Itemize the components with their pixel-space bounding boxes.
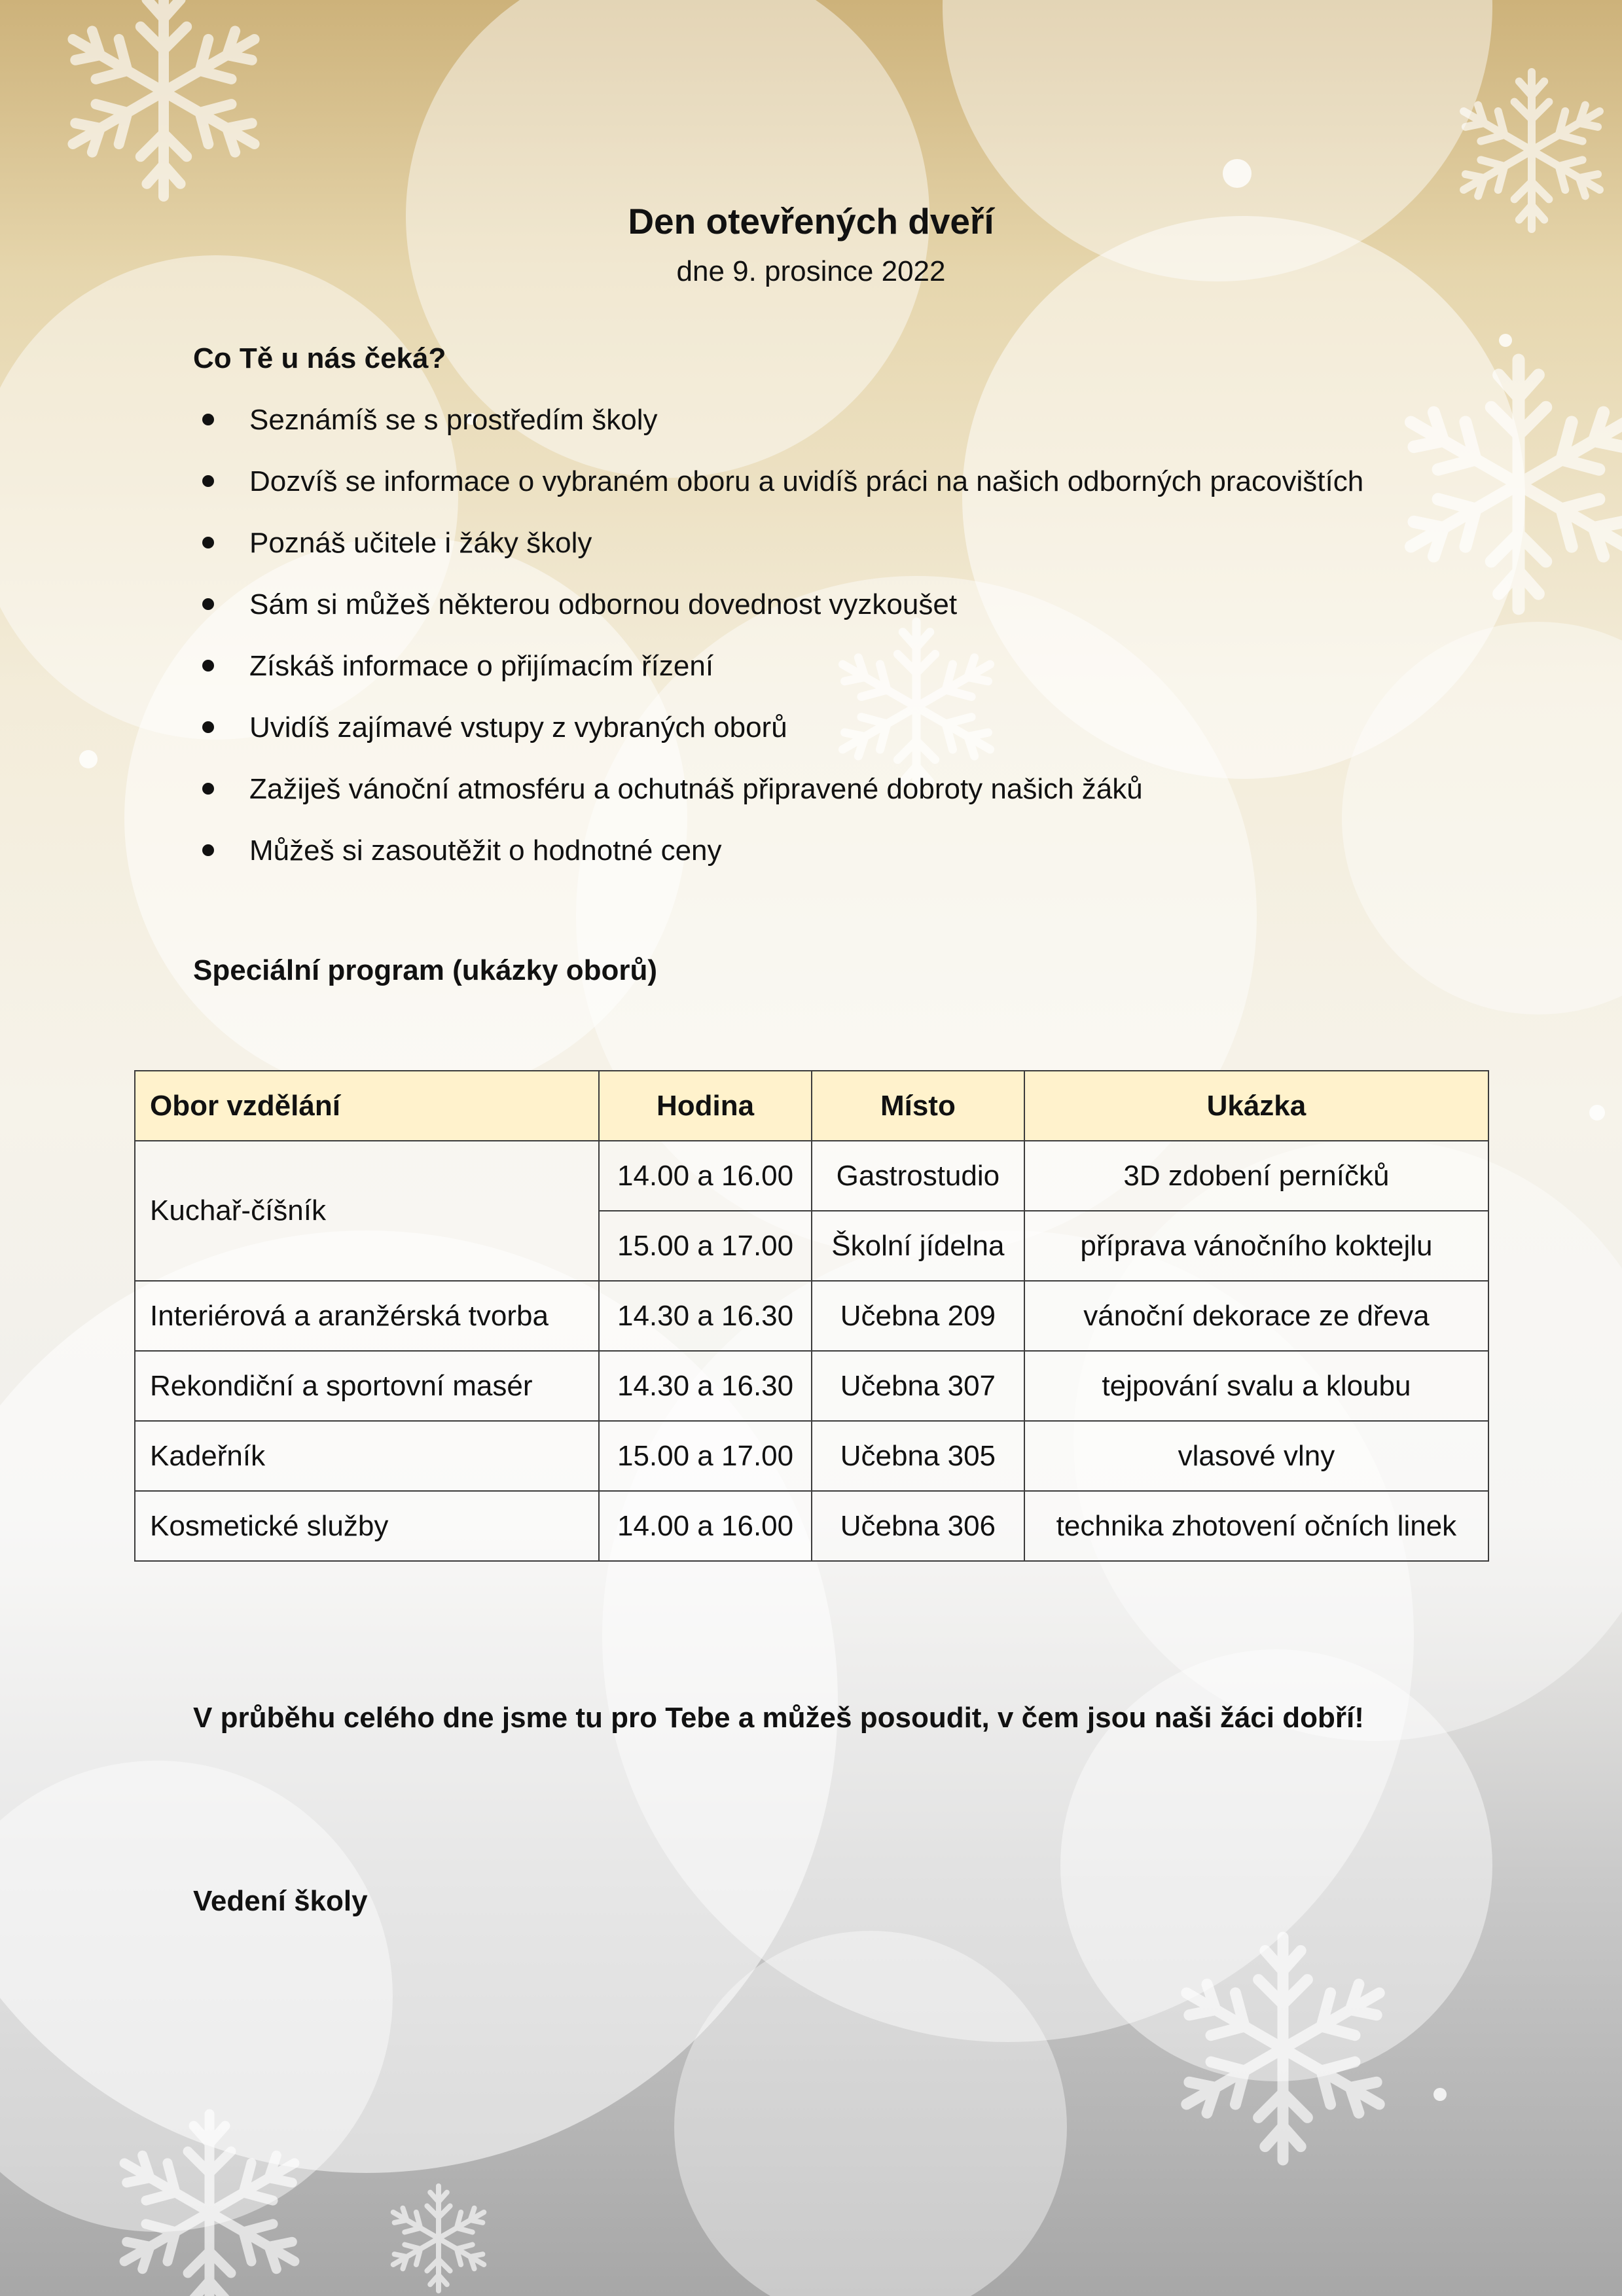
list-item bbox=[193, 707, 1363, 768]
field-cell: Kuchař-číšník bbox=[135, 1141, 599, 1281]
table-row bbox=[135, 1421, 1488, 1491]
bullet-icon bbox=[202, 475, 214, 487]
bullet-icon bbox=[202, 721, 214, 733]
bullet-icon bbox=[202, 783, 214, 795]
column-header-demo: Ukázka bbox=[1024, 1071, 1488, 1141]
list-item-text: Dozvíš se informace o vybraném oboru a uvidíš práci na našich odborných pracovištích bbox=[249, 465, 1364, 497]
table-row bbox=[135, 1141, 1488, 1211]
demo-cell: příprava vánočního koktejlu bbox=[1024, 1211, 1488, 1281]
place-cell: Školní jídelna bbox=[812, 1211, 1024, 1281]
list-item bbox=[193, 768, 1363, 830]
place-cell: Učebna 209 bbox=[812, 1281, 1024, 1351]
list-item bbox=[193, 399, 1363, 461]
time-cell: 15.00 a 17.00 bbox=[599, 1211, 812, 1281]
closing-message: V průběhu celého dne jsme tu pro Tebe a můžeš posoudit, v čem jsou naši žáci dobří! bbox=[193, 1702, 1364, 1734]
demo-cell: 3D zdobení perníčků bbox=[1024, 1141, 1488, 1211]
benefits-list bbox=[193, 399, 1363, 891]
column-header-time: Hodina bbox=[599, 1071, 812, 1141]
table-row bbox=[135, 1281, 1488, 1351]
field-cell: Interiérová a aranžérská tvorba bbox=[135, 1281, 599, 1351]
intro-heading: Co Tě u nás čeká? bbox=[193, 342, 446, 374]
list-item bbox=[193, 584, 1363, 645]
bullet-icon bbox=[202, 598, 214, 610]
time-cell: 14.00 a 16.00 bbox=[599, 1141, 812, 1211]
column-header-field: Obor vzdělání bbox=[135, 1071, 599, 1141]
program-table bbox=[134, 1070, 1489, 1562]
list-item bbox=[193, 461, 1363, 522]
list-item-text: Sám si můžeš některou odbornou dovednost vyzkoušet bbox=[249, 588, 958, 620]
bullet-icon bbox=[202, 660, 214, 672]
place-cell: Gastrostudio bbox=[812, 1141, 1024, 1211]
column-header-place: Místo bbox=[812, 1071, 1024, 1141]
bullet-icon bbox=[202, 414, 214, 425]
field-cell: Kosmetické služby bbox=[135, 1491, 599, 1561]
demo-cell: tejpování svalu a kloubu bbox=[1024, 1351, 1488, 1421]
place-cell: Učebna 307 bbox=[812, 1351, 1024, 1421]
demo-cell: vlasové vlny bbox=[1024, 1421, 1488, 1491]
time-cell: 14.00 a 16.00 bbox=[599, 1491, 812, 1561]
program-heading: Speciální program (ukázky oborů) bbox=[193, 954, 658, 986]
list-item-text: Seznámíš se s prostředím školy bbox=[249, 404, 658, 436]
table-row bbox=[135, 1491, 1488, 1561]
list-item-text: Získáš informace o přijímacím řízení bbox=[249, 650, 714, 682]
time-cell: 14.30 a 16.30 bbox=[599, 1281, 812, 1351]
list-item-text: Poznáš učitele i žáky školy bbox=[249, 527, 592, 559]
table-row bbox=[135, 1351, 1488, 1421]
list-item bbox=[193, 522, 1363, 584]
table-header-row bbox=[135, 1071, 1488, 1141]
field-cell: Kadeřník bbox=[135, 1421, 599, 1491]
time-cell: 14.30 a 16.30 bbox=[599, 1351, 812, 1421]
list-item bbox=[193, 830, 1363, 891]
place-cell: Učebna 306 bbox=[812, 1491, 1024, 1561]
time-cell: 15.00 a 17.00 bbox=[599, 1421, 812, 1491]
demo-cell: vánoční dekorace ze dřeva bbox=[1024, 1281, 1488, 1351]
list-item-text: Uvidíš zajímavé vstupy z vybraných oborů bbox=[249, 711, 787, 744]
list-item-text: Zažiješ vánoční atmosféru a ochutnáš připravené dobroty našich žáků bbox=[249, 773, 1143, 805]
place-cell: Učebna 305 bbox=[812, 1421, 1024, 1491]
field-cell: Rekondiční a sportovní masér bbox=[135, 1351, 599, 1421]
demo-cell: technika zhotovení očních linek bbox=[1024, 1491, 1488, 1561]
bullet-icon bbox=[202, 844, 214, 856]
signature: Vedení školy bbox=[193, 1885, 368, 1917]
list-item bbox=[193, 645, 1363, 707]
event-date: dne 9. prosince 2022 bbox=[676, 255, 946, 287]
list-item-text: Můžeš si zasoutěžit o hodnotné ceny bbox=[249, 834, 722, 867]
page-title: Den otevřených dveří bbox=[628, 201, 994, 242]
bullet-icon bbox=[202, 537, 214, 548]
